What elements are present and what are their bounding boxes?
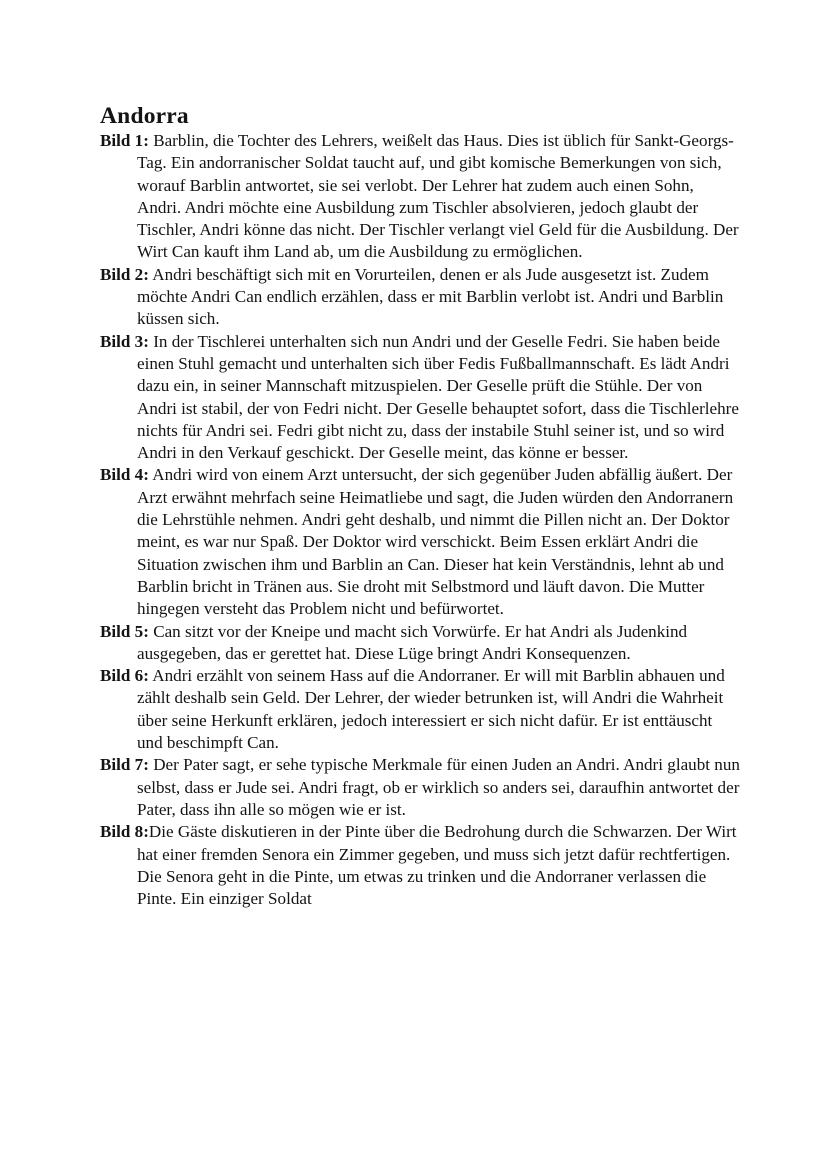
scene-entry-5 xyxy=(100,621,740,666)
scene-entry-3 xyxy=(100,331,740,465)
scene-text: Barblin, die Tochter des Lehrers, weißelt das Haus. Dies ist üblich für Sankt-Georgs-Tag. Ein andorranischer Soldat taucht auf, und gibt komische Bemerkungen von sich, worauf Barblin antwortet, sie sei verlobt. Der Lehrer hat zudem auch einen Sohn, Andri. Andri möchte eine Ausbildung zum Tischler absolvieren, jedoch glaubt der Tischler, Andri könne das nicht. Der Tischler verlangt viel Geld für die Ausbildung. Der Wirt Can kauft ihm Land ab, um die Ausbildung zu ermöglichen. xyxy=(137,131,739,262)
scene-entry-4 xyxy=(100,464,740,620)
scene-text: Der Pater sagt, er sehe typische Merkmale für einen Juden an Andri. Andri glaubt nun selbst, dass er Jude sei. Andri fragt, ob er wirklich so anders sei, daraufhin antwortet der Pater, dass ihn alle so mögen wie er ist. xyxy=(137,755,740,819)
scene-label: Bild 4: xyxy=(100,465,149,485)
scene-label: Bild 1: xyxy=(100,131,149,150)
scene-text: Can sitzt vor der Kneipe und macht sich Vorwürfe. Er hat Andri als Judenkind ausgegeben, das er gerettet hat. Diese Lüge bringt Andri Konsequenzen. xyxy=(137,621,688,663)
scene-label: Bild 5: xyxy=(100,621,149,641)
scene-entry-8 xyxy=(100,821,740,910)
scene-label: Bild 2: xyxy=(100,264,149,284)
scene-text: In der Tischlerei unterhalten sich nun Andri und der Geselle Fedri. Sie haben beide einen Stuhl gemacht und unterhalten sich über Fedis Fußballmannschaft. Es lädt Andri dazu ein, in seiner Mannschaft mitzuspielen. Der Geselle prüft die Stühle. Der von Andri ist stabil, der von Fedri nicht. Der Geselle behauptet sofort, dass die Tischlerlehre nichts für Andri sei. Fedri gibt nicht zu, dass der instabile Stuhl seiner ist, und so wird Andri in den Verkauf geschickt. Der Geselle meint, das könne er besser. xyxy=(137,331,739,463)
scene-entry-6 xyxy=(100,665,740,754)
scene-text: Andri beschäftigt sich mit en Vorurteilen, denen er als Jude ausgesetzt ist. Zudem möchte Andri Can endlich erzählen, dass er mit Barblin verlobt ist. Andri und Barblin küssen sich. xyxy=(137,264,724,329)
scene-text: Andri erzählt von seinem Hass auf die Andorraner. Er will mit Barblin abhauen und zählt deshalb sein Geld. Der Lehrer, der wieder betrunken ist, will Andri die Wahrheit über seine Herkunft erklären, jedoch interessiert er sich nicht dafür. Er ist enttäuscht und beschimpft Can. xyxy=(137,666,725,753)
document-page xyxy=(100,102,740,910)
document-title: Andorra xyxy=(100,103,189,129)
scene-text: Die Gäste diskutieren in der Pinte über die Bedrohung durch die Schwarzen. Der Wirt hat einer fremden Senora ein Zimmer gegeben, und muss sich jetzt dafür rechtfertigen. Die Senora geht in die Pinte, um etwas zu trinken und die Andorraner verlassen die Pinte. Ein einziger Soldat xyxy=(137,822,737,909)
scene-label: Bild 6: xyxy=(100,666,149,686)
scene-label: Bild 8: xyxy=(100,822,149,842)
scene-entry-7 xyxy=(100,754,740,821)
scene-entry-2 xyxy=(100,264,740,331)
scene-label: Bild 7: xyxy=(100,755,149,775)
scene-text: Andri wird von einem Arzt untersucht, der sich gegenüber Juden abfällig äußert. Der Arzt erwähnt mehrfach seine Heimatliebe und sagt, die Juden würden den Andorranern die Lehrstühle nehmen. Andri geht deshalb, und nimmt die Pillen nicht an. Der Doktor meint, es war nur Spaß. Der Doktor wird verschickt. Beim Essen erklärt Andri die Situation zwischen ihm und Barblin an Can. Dieser hat kein Verständnis, lehnt ab und Barblin bricht in Tränen aus. Sie droht mit Selbstmord und läuft davon. Die Mutter hingegen versteht das Problem nicht und befürwortet. xyxy=(137,465,734,619)
scene-entry-1 xyxy=(100,130,740,264)
scene-label: Bild 3: xyxy=(100,331,149,351)
